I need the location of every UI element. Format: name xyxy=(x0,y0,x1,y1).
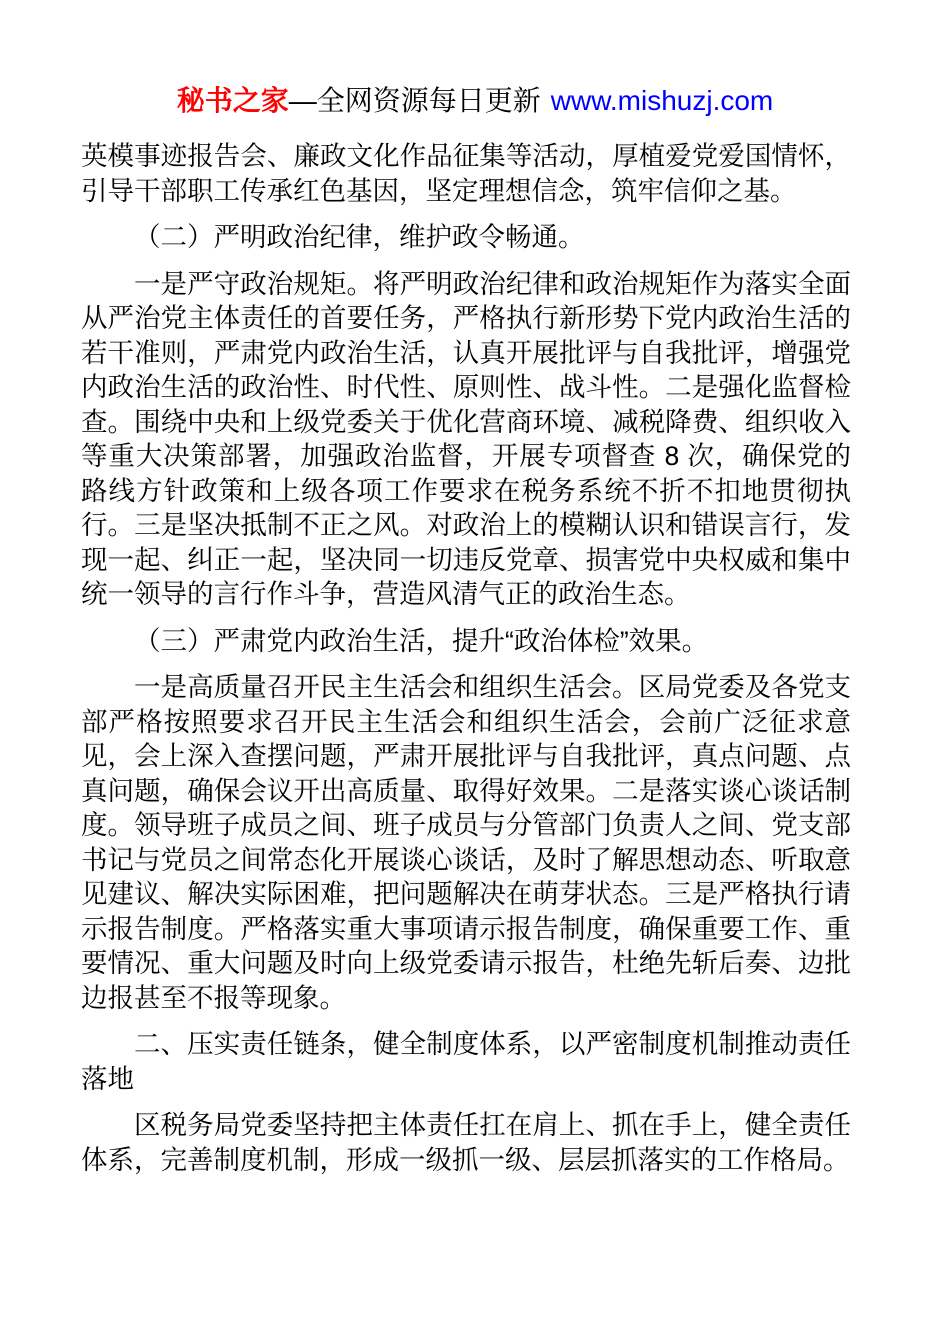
site-watermark-header xyxy=(0,0,950,118)
document-body xyxy=(81,139,851,1177)
body-paragraph-discipline: 一是严守政治规矩。将严明政治纪律和政治规矩作为落实全面从严治党主体责任的首要任务，严格执行新形势下党内政治生活的若干准则，严肃党内政治生活，认真开展批评与自我批评，增强党内政治生活的政治性、时代性、原则性、战斗性。二是强化监督检查。围绕中央和上级党委关于优化营商环境、减税降费、组织收入等重大决策部署，加强政治监督，开展专项督查 8 次，确保党的路线方针政策和上级各项工作要求在税务系统不折不扣地贯彻执行。三是坚决抵制不正之风。对政治上的模糊认识和错误言行，发现一起、纠正一起，坚决同一切违反党章、损害党中央权威和集中统一领导的言行作斗争，营造风清气正的政治生态。 xyxy=(81,268,851,609)
body-paragraph-responsibility: 区税务局党委坚持把主体责任扛在肩上、抓在手上，健全责任体系，完善制度机制，形成一级抓一级、层层抓落实的工作格局。 xyxy=(81,1110,851,1175)
site-url-link[interactable]: www.mishuzj.com xyxy=(550,85,774,116)
subsection-heading-2: （二）严明政治纪律，维护政令畅通。 xyxy=(134,222,585,252)
continuation-paragraph: 英模事迹报告会、廉政文化作品征集等活动，厚植爱党爱国情怀，引导干部职工传承红色基因，坚定理想信念，筑牢信仰之基。 xyxy=(81,141,851,206)
header-tagline: —全网资源每日更新 xyxy=(288,85,541,116)
section-heading-2: 二、压实责任链条，健全制度体系，以严密制度机制推动责任落地 xyxy=(81,1029,851,1094)
brand-name: 秘书之家 xyxy=(176,85,289,116)
body-paragraph-political-life: 一是高质量召开民主生活会和组织生活会。区局党委及各党支部严格按照要求召开民主生活会和组织生活会，会前广泛征求意见，会上深入查摆问题，严肃开展批评与自我批评，真点问题、点真问题，确保会议开出高质量、取得好效果。二是落实谈心谈话制度。领导班子成员之间、班子成员与分管部门负责人之间、党支部书记与党员之间常态化开展谈心谈话，及时了解思想动态、听取意见建议、解决实际困难，把问题解决在萌芽状态。三是严格执行请示报告制度。严格落实重大事项请示报告制度，确保重要工作、重要情况、重大问题及时向上级党委请示报告，杜绝先斩后奏、边批边报甚至不报等现象。 xyxy=(81,672,851,1013)
subsection-heading-3: （三）严肃党内政治生活，提升“政治体检”效果。 xyxy=(134,625,709,656)
